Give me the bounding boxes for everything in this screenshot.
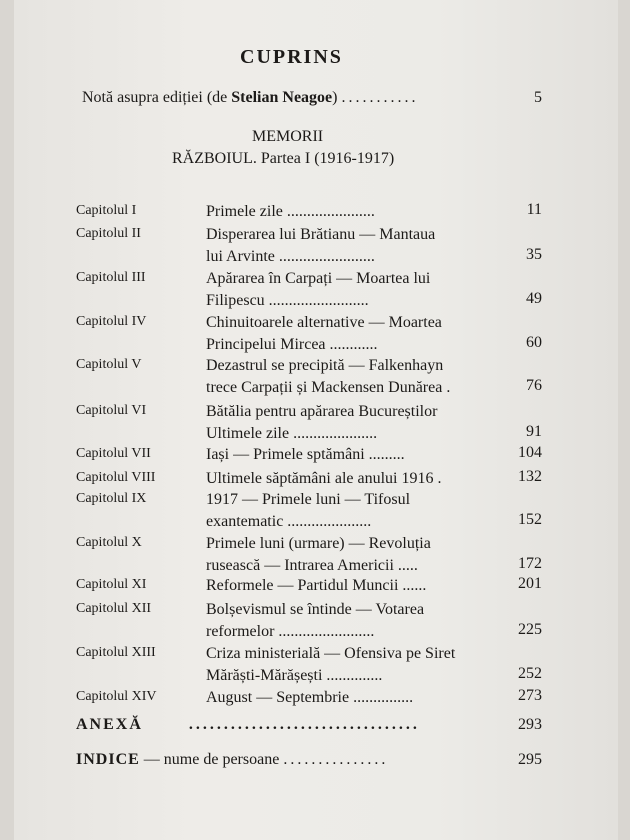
- annex-page: 293: [518, 716, 542, 733]
- chapter-title[interactable]: [206, 201, 375, 223]
- chapter-title[interactable]: [206, 312, 442, 356]
- chapter-page-number: 225: [518, 621, 542, 638]
- chapter-label: Capitolul VI: [76, 403, 147, 418]
- chapter-title-line: Disperarea lui Brătianu — Mantaua: [206, 226, 436, 243]
- chapter-label: Capitolul X: [76, 535, 142, 550]
- annex-dots: .................................: [188, 716, 420, 733]
- chapter-label: Capitolul I: [76, 203, 137, 218]
- note-dots: ...........: [341, 89, 419, 106]
- chapter-title-line: Apărarea în Carpați — Moartea lui: [206, 270, 431, 287]
- chapter-title[interactable]: [206, 489, 410, 533]
- chapter-title-line: reformelor ........................: [206, 623, 375, 640]
- chapter-title[interactable]: [206, 224, 435, 268]
- chapter-page-number: 11: [526, 201, 542, 218]
- chapter-title-line: Iași — Primele sptămâni .........: [206, 446, 405, 463]
- chapter-page-number: 91: [526, 423, 542, 440]
- chapter-title-line: Dezastrul se precipită — Falkenhayn: [206, 357, 444, 374]
- book-page: [14, 0, 618, 840]
- chapter-page-number: 49: [526, 290, 542, 307]
- chapter-title-line: Filipescu .........................: [206, 292, 369, 309]
- chapter-title-line: Ultimele săptămâni ale anului 1916 .: [206, 470, 442, 487]
- chapter-title-line: Criza ministerială — Ofensiva pe Siret: [206, 645, 456, 662]
- chapter-title[interactable]: [206, 468, 442, 490]
- chapter-title-line: exantematic .....................: [206, 513, 372, 530]
- chapter-label: Capitolul VIII: [76, 470, 156, 485]
- note-entry[interactable]: [82, 89, 418, 107]
- note-prefix: Notă asupra ediției (de: [82, 89, 232, 106]
- section-heading: MEMORII: [252, 128, 324, 145]
- chapter-title-line: rusească — Intrarea Americii .....: [206, 557, 418, 574]
- chapter-page-number: 35: [526, 246, 542, 263]
- chapter-page-number: 60: [526, 334, 542, 351]
- chapter-title-line: Reformele — Partidul Muncii ......: [206, 577, 427, 594]
- chapter-title-line: Mărăști-Mărășești ..............: [206, 667, 383, 684]
- chapter-label: Capitolul III: [76, 270, 146, 285]
- chapter-title-line: Primele luni (urmare) — Revoluția: [206, 535, 431, 552]
- chapter-title[interactable]: [206, 355, 450, 399]
- page-title: CUPRINS: [240, 46, 343, 68]
- chapter-title-line: Principelui Mircea ............: [206, 336, 378, 353]
- chapter-page-number: 273: [518, 687, 542, 704]
- annex-entry[interactable]: [76, 716, 420, 734]
- chapter-label: Capitolul V: [76, 357, 142, 372]
- chapter-page-number: 132: [518, 468, 542, 485]
- chapter-page-number: 104: [518, 444, 542, 461]
- index-entry[interactable]: [76, 751, 388, 769]
- chapter-page-number: 172: [518, 555, 542, 572]
- chapter-label: Capitolul IV: [76, 314, 147, 329]
- chapter-title-line: Primele zile ......................: [206, 203, 375, 220]
- note-author: Stelian Neagoe: [231, 89, 333, 106]
- chapter-label: Capitolul II: [76, 226, 141, 241]
- chapter-label: Capitolul IX: [76, 491, 147, 506]
- index-label: INDICE: [76, 751, 140, 768]
- index-page: 295: [518, 751, 542, 768]
- chapter-title[interactable]: [206, 599, 424, 643]
- chapter-title-line: lui Arvinte ........................: [206, 248, 375, 265]
- chapter-title-line: August — Septembrie ...............: [206, 689, 414, 706]
- chapter-title[interactable]: [206, 444, 405, 466]
- chapter-title[interactable]: [206, 401, 437, 445]
- index-description: — nume de persoane: [139, 751, 280, 768]
- note-suffix: ): [332, 89, 338, 106]
- chapter-label: Capitolul XII: [76, 601, 152, 616]
- chapter-page-number: 152: [518, 511, 542, 528]
- chapter-title[interactable]: [206, 687, 413, 709]
- chapter-title-line: Ultimele zile .....................: [206, 425, 378, 442]
- chapter-title-line: Chinuitoarele alternative — Moartea: [206, 314, 442, 331]
- chapter-title-line: Bătălia pentru apărarea Bucureștilor: [206, 403, 438, 420]
- chapter-page-number: 201: [518, 575, 542, 592]
- chapter-label: Capitolul XIV: [76, 689, 157, 704]
- index-dots: ...............: [283, 751, 389, 768]
- chapter-label: Capitolul VII: [76, 446, 151, 461]
- chapter-title[interactable]: [206, 575, 426, 597]
- section-subheading: RĂZBOIUL. Partea I (1916-1917): [172, 150, 395, 167]
- chapter-title-line: trece Carpații și Mackensen Dunărea .: [206, 379, 451, 396]
- chapter-title-line: 1917 — Primele luni — Tifosul: [206, 491, 411, 508]
- note-page: 5: [534, 89, 542, 106]
- chapter-title[interactable]: [206, 643, 455, 687]
- chapter-label: Capitolul XIII: [76, 645, 156, 660]
- annex-label: ANEXĂ: [76, 716, 143, 733]
- chapter-title-line: Bolșevismul se întinde — Votarea: [206, 601, 425, 618]
- chapter-title[interactable]: [206, 533, 431, 577]
- chapter-label: Capitolul XI: [76, 577, 147, 592]
- chapter-page-number: 76: [526, 377, 542, 394]
- chapter-page-number: 252: [518, 665, 542, 682]
- chapter-title[interactable]: [206, 268, 430, 312]
